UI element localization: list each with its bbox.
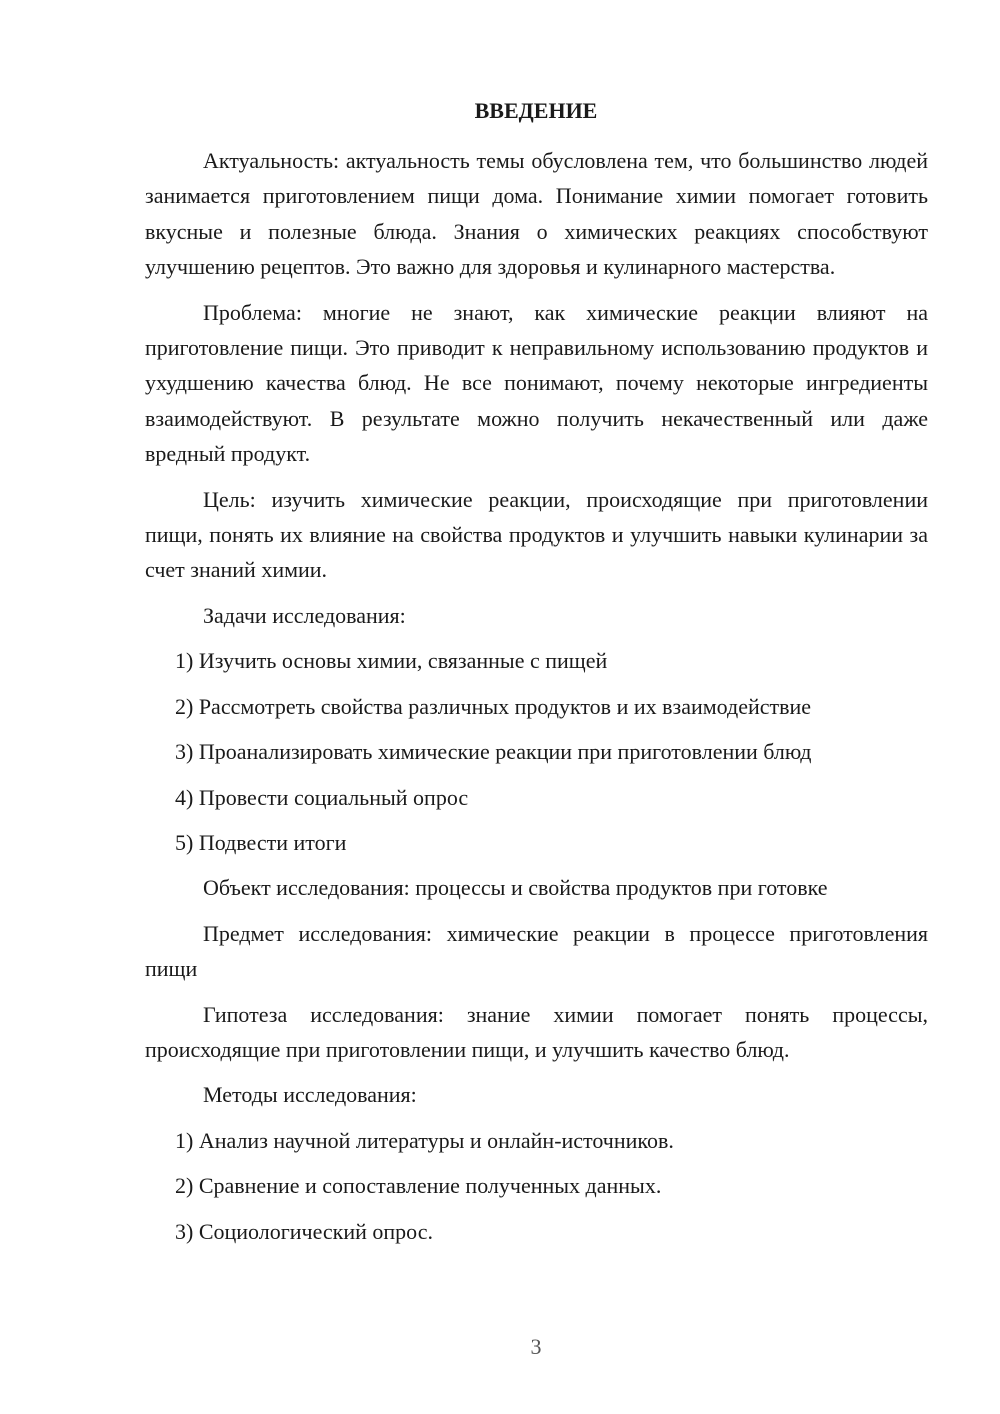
- method-item: 3) Социологический опрос.: [175, 1218, 433, 1244]
- tasks-heading: Задачи исследования:: [203, 602, 406, 628]
- problem-paragraph: Проблема: многие не знают, как химические реакции влияют на приготовление пищи. Это приводит к неправильному использованию продуктов и ухудшению качества блюд. Не все понимают, почему некоторые ингредиенты взаимодействуют. В результате можно получить некачественный или даже вредный продукт.: [145, 299, 928, 467]
- method-item: 1) Анализ научной литературы и онлайн-источников.: [175, 1127, 674, 1153]
- document-body: [145, 143, 928, 1259]
- method-item: 2) Сравнение и сопоставление полученных данных.: [175, 1173, 662, 1199]
- relevance-paragraph: Актуальность: актуальность темы обусловлена тем, что большинство людей занимается приготовлением пищи дома. Понимание химии помогает готовить вкусные и полезные блюда. Знания о химических реакциях способствуют улучшению рецептов. Это важно для здоровья и кулинарного мастерства.: [145, 148, 928, 280]
- page-number: 3: [530, 1334, 542, 1359]
- task-item: 3) Проанализировать химические реакции при приготовлении блюд: [175, 739, 812, 765]
- task-item: 5) Подвести итоги: [175, 829, 347, 855]
- page-title: ВВЕДЕНИЕ: [474, 98, 598, 123]
- hypothesis-paragraph: Гипотеза исследования: знание химии помогает понять процессы, происходящие при приготовлении пищи, и улучшить качество блюд.: [145, 1001, 928, 1062]
- task-item: 1) Изучить основы химии, связанные с пищей: [175, 648, 608, 674]
- task-item: 4) Провести социальный опрос: [175, 784, 469, 810]
- goal-paragraph: Цель: изучить химические реакции, происходящие при приготовлении пищи, понять их влияние на свойства продуктов и улучшить навыки кулинарии за счет знаний химии.: [145, 486, 928, 583]
- task-item: 2) Рассмотреть свойства различных продуктов и их взаимодействие: [175, 693, 812, 719]
- methods-heading: Методы исследования:: [203, 1082, 417, 1108]
- subject-paragraph: Предмет исследования: химические реакции в процессе приготовления пищи: [145, 920, 928, 982]
- object-paragraph: Объект исследования: процессы и свойства продуктов при готовке: [203, 875, 828, 901]
